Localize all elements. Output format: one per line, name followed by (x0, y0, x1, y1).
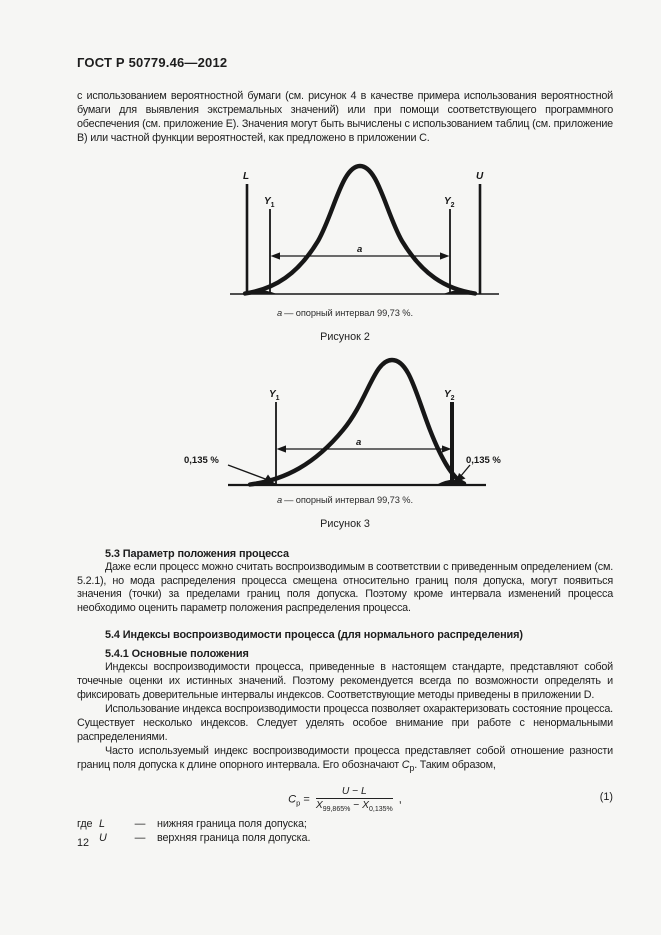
section-5-4-heading: 5.4 Индексы воспроизводимости процесса (для нормального распределения) (105, 629, 523, 642)
formula-equals-sign: = (303, 793, 310, 806)
formula-numerator: U − L (316, 786, 393, 799)
section-5-4-1-heading: 5.4.1 Основные положения (105, 648, 249, 661)
section-5-3-heading: 5.3 Параметр положения процесса (105, 547, 289, 560)
formula-fraction (316, 786, 393, 813)
figure-3 (77, 352, 613, 530)
cp-index-symbol: C (401, 758, 410, 771)
paragraph-3-text-after: . Таким образом, (414, 758, 496, 771)
figure3-left-percent-arrow (228, 465, 268, 480)
figure2-arrowhead-right (440, 252, 450, 259)
figure3-interval-label: a (356, 436, 362, 448)
section-5-4-1-paragraph-3 (77, 745, 613, 776)
figure2-bell-curve (245, 166, 475, 294)
section-5-4-1-paragraph-2: Использование индекса воспроизводимости процесса позволяет охарактеризовать состояние процесса. Существует несколько индексов. Следует уделять особое внимание при работе с ненормальными распределениями. (77, 702, 613, 743)
section-5-3-paragraph: Даже если процесс можно считать воспроизводимым в соответствии с приведенным определением (см. 5.2.1), но мода распределения процесса смещена относительно границ поля допуска, могут появиться значения (точки) за пределами границ поля допуска. Поэтому кроме интервала изменений процесса необходимо оценить параметр положения распределения процесса. (77, 560, 613, 615)
formula-1 (288, 786, 402, 813)
figure2-arrowhead-left (271, 252, 281, 259)
intro-paragraph: с использованием вероятностной бумаги (см. рисунок 4 в качестве примера использования вероятностной бумаги для выявления экстремальных значений) или при помощи соответствующего программного обеспечения (см. приложение E). Значения могут быть вычислены с использованием таблиц (см. приложение B) или частной функции вероятностей, как предложено в приложении C. (77, 90, 613, 144)
page-content (77, 90, 613, 845)
figure-3-caption (77, 495, 613, 505)
formula-1-row (77, 783, 613, 813)
figure-2-diagram (225, 157, 505, 307)
definition-u-text: верхняя граница поля допуска. (157, 831, 311, 844)
symbol-u: U (99, 831, 107, 844)
denominator-x-right: X (362, 799, 369, 811)
figure3-right-percent-label: 0,135 % (466, 454, 501, 466)
figure2-caption-symbol: a (277, 307, 283, 318)
figure3-y2-label: Y2 (444, 388, 455, 402)
denominator-x-left: X (315, 799, 323, 811)
equation-number: (1) (599, 790, 613, 803)
figure3-y1-label: Y1 (269, 388, 280, 402)
section-5-4-1-paragraph-1: Индексы воспроизводимости процесса, приведенные в настоящем стандарте, представляют собой точечные оценки их истинных значений. Поэтому рекомендуется всегда по возможности определять и фиксировать доверительные интервалы индексов. Соответствующие методы приведены в приложении D. (77, 661, 613, 702)
symbol-definitions (77, 818, 613, 846)
figure3-skewed-curve (250, 360, 464, 485)
figure-2-title: Рисунок 2 (320, 330, 370, 343)
definition-row-l (77, 818, 613, 832)
figure2-caption-text: — опорный интервал 99,73 %. (284, 307, 413, 318)
figure3-caption-text: — опорный интервал 99,73 %. (284, 494, 413, 505)
figure3-arrowhead-left (277, 445, 287, 452)
definition-l-text: нижняя граница поля допуска; (157, 817, 307, 830)
symbol-l: L (99, 817, 105, 830)
page-number: 12 (77, 837, 90, 849)
where-label: где (77, 817, 93, 830)
figure-3-title: Рисунок 3 (320, 517, 370, 530)
figure2-upper-limit-label: U (476, 170, 484, 182)
figure2-lower-limit-label: L (243, 170, 250, 182)
formula-lhs-subscript: p (296, 798, 301, 808)
figure-2 (77, 157, 613, 343)
figure3-left-percent-label: 0,135 % (184, 454, 219, 466)
dash-u: — (134, 831, 146, 844)
figure2-interval-label: a (357, 243, 363, 255)
denominator-minus: − (353, 799, 360, 811)
definition-row-u (77, 832, 613, 846)
dash-l: — (134, 817, 146, 830)
figure-3-diagram (180, 352, 510, 494)
document-header: ГОСТ Р 50779.46—2012 (77, 55, 228, 70)
formula-denominator (316, 799, 393, 813)
denominator-sub-left: 99,865% (322, 805, 351, 813)
formula-lhs-variable: C (288, 793, 297, 806)
figure2-y2-label: Y2 (444, 195, 455, 209)
figure3-caption-symbol: a (277, 494, 283, 505)
cp-index-subscript: p (409, 762, 415, 773)
figure2-y1-label: Y1 (264, 195, 275, 209)
denominator-sub-right: 0,135% (368, 805, 393, 813)
paragraph-3-text-before: Часто используемый индекс воспроизводимости процесса представляет собой отношение разности границ поля допуска к длине опорного интервала. Его обозначают (77, 744, 613, 771)
figure-2-caption (77, 308, 613, 318)
formula-trailing-comma: , (398, 793, 402, 806)
